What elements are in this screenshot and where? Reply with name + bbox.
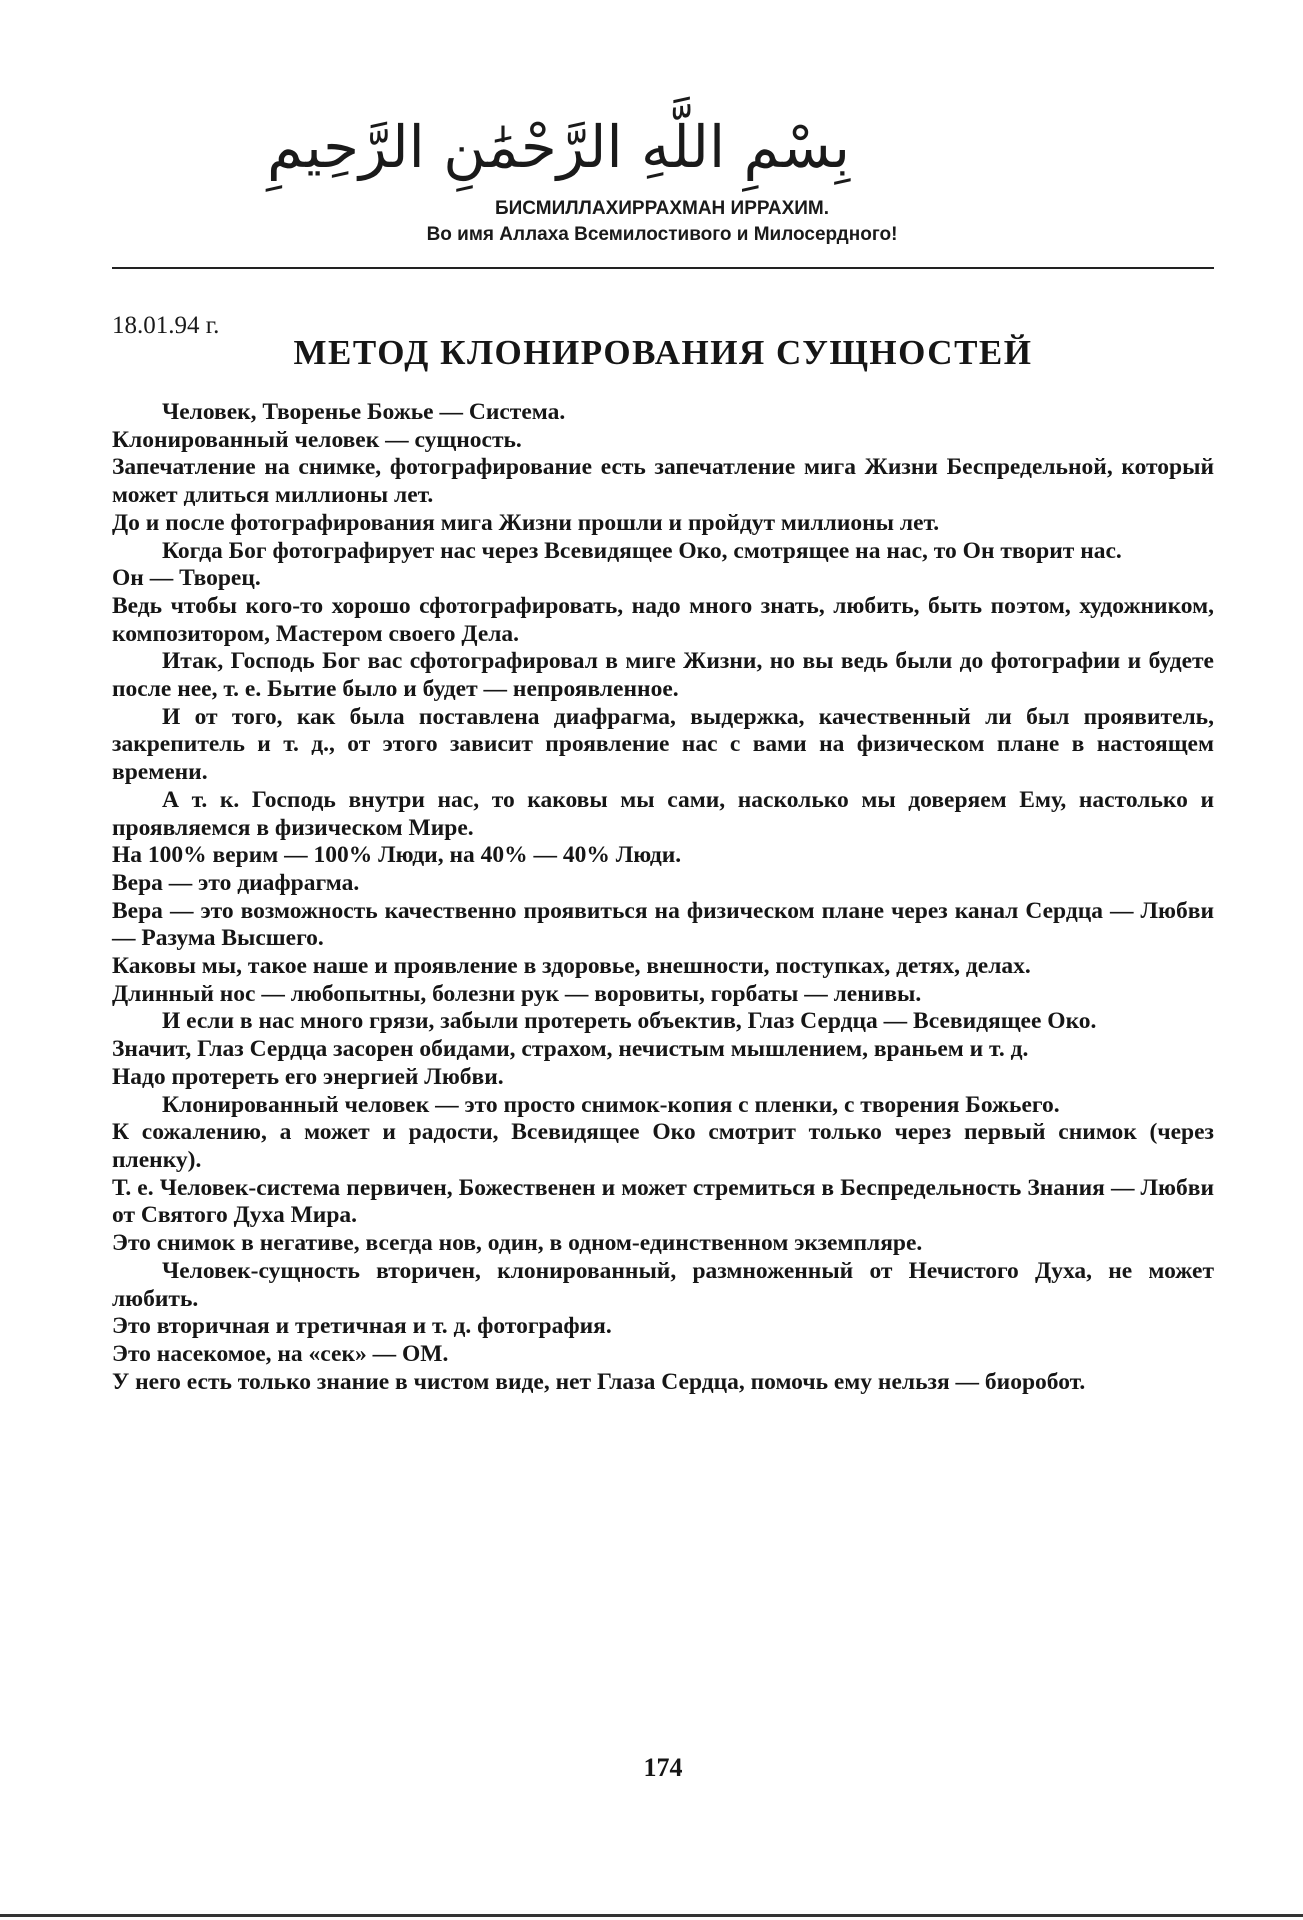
paragraph: Клонированный человек — это просто снимок-копия с пленки, с творения Божьего. <box>162 1091 1060 1118</box>
page-number: 174 <box>643 1753 683 1782</box>
paragraph: Ведь чтобы кого-то хорошо сфотографировать, надо много знать, любить, быть поэтом, художником, композитором, Мастером своего Дела. <box>112 592 1214 647</box>
bismillah-calligraphy: بِسْمِ اللَّهِ الرَّحْمَٰنِ الرَّحِيمِ <box>267 113 850 181</box>
paragraph: Это вторичная и третичная и т. д. фотография. <box>112 1313 612 1340</box>
paragraph: Итак, Господь Бог вас сфотографировал в миге Жизни, но вы ведь были до фотографии и будете после нее, т. е. Бытие было и будет — непроявленное. <box>112 648 1214 703</box>
paragraph: К сожалению, а может и радости, Всевидящее Око смотрит только через первый снимок (через пленку). <box>112 1119 1214 1173</box>
paragraph: А т. к. Господь внутри нас, то каковы мы сами, насколько мы доверяем Ему, настолько и проявляемся в физическом Мире. <box>112 786 1214 841</box>
bismillah-translation: Во имя Аллаха Всемилостивого и Милосердного! <box>426 224 898 245</box>
paragraph: Он — Творец. <box>112 565 261 592</box>
paragraph: И если в нас много грязи, забыли протереть объектив, Глаз Сердца — Всевидящее Око. <box>162 1008 1097 1035</box>
paragraph: Это снимок в негативе, всегда нов, один, в одном-единственном экземпляре. <box>112 1230 923 1257</box>
paragraph: Это насекомое, на «сек» — ОМ. <box>112 1340 449 1367</box>
header-divider <box>112 267 1214 269</box>
paragraph: Человек-сущность вторичен, клонированный, размноженный от Нечистого Духа, не может любить. <box>112 1257 1214 1312</box>
paragraph: Длинный нос — любопытны, болезни рук — воровиты, горбаты — ленивы. <box>112 980 922 1007</box>
paragraph: Клонированный человек — сущность. <box>112 426 522 453</box>
paragraph: Т. е. Человек-система первичен, Божественен и может стремиться в Беспредельность Знания — Любви от Святого Духа Мира. <box>112 1174 1214 1229</box>
paragraph: Надо протереть его энергией Любви. <box>112 1063 504 1090</box>
body-text <box>112 399 1214 1396</box>
paragraph: Вера — это возможность качественно проявиться на физическом плане через канал Сердца — Любви — Разума Высшего. <box>112 897 1214 952</box>
scan-edge-line <box>0 1914 1303 1917</box>
chapter-title: МЕТОД КЛОНИРОВАНИЯ СУЩНОСТЕЙ <box>293 333 1033 372</box>
paragraph: На 100% верим — 100% Люди, на 40% — 40% Люди. <box>112 842 682 869</box>
paragraph: Когда Бог фотографирует нас через Всевидящее Око, смотрящее на нас, то Он творит нас. <box>162 537 1122 564</box>
paragraph: И от того, как была поставлена диафрагма, выдержка, качественный ли был проявитель, закрепитель и т. д., от этого зависит проявление нас с вами на физическом плане в настоящем времени. <box>112 703 1214 786</box>
paragraph: Значит, Глаз Сердца засорен обидами, страхом, нечистым мышлением, враньем и т. д. <box>112 1036 1029 1063</box>
paragraph: До и после фотографирования мига Жизни прошли и пройдут миллионы лет. <box>112 509 940 536</box>
paragraph: Человек, Творенье Божье — Система. <box>162 399 566 425</box>
paragraph: Запечатление на снимке, фотографирование есть запечатление мига Жизни Беспредельной, который может длиться миллионы лет. <box>112 454 1214 509</box>
paragraph: Каковы мы, такое наше и проявление в здоровье, внешности, поступках, детях, делах. <box>112 953 1031 980</box>
paragraph: Вера — это диафрагма. <box>112 869 360 896</box>
paragraph: У него есть только знание в чистом виде, нет Глаза Сердца, помочь ему нельзя — биоробот. <box>112 1368 1086 1395</box>
bismillah-transliteration: БИСМИЛЛАХИРРАХМАН ИРРАХИМ. <box>494 198 830 219</box>
entry-date: 18.01.94 г. <box>112 312 220 339</box>
